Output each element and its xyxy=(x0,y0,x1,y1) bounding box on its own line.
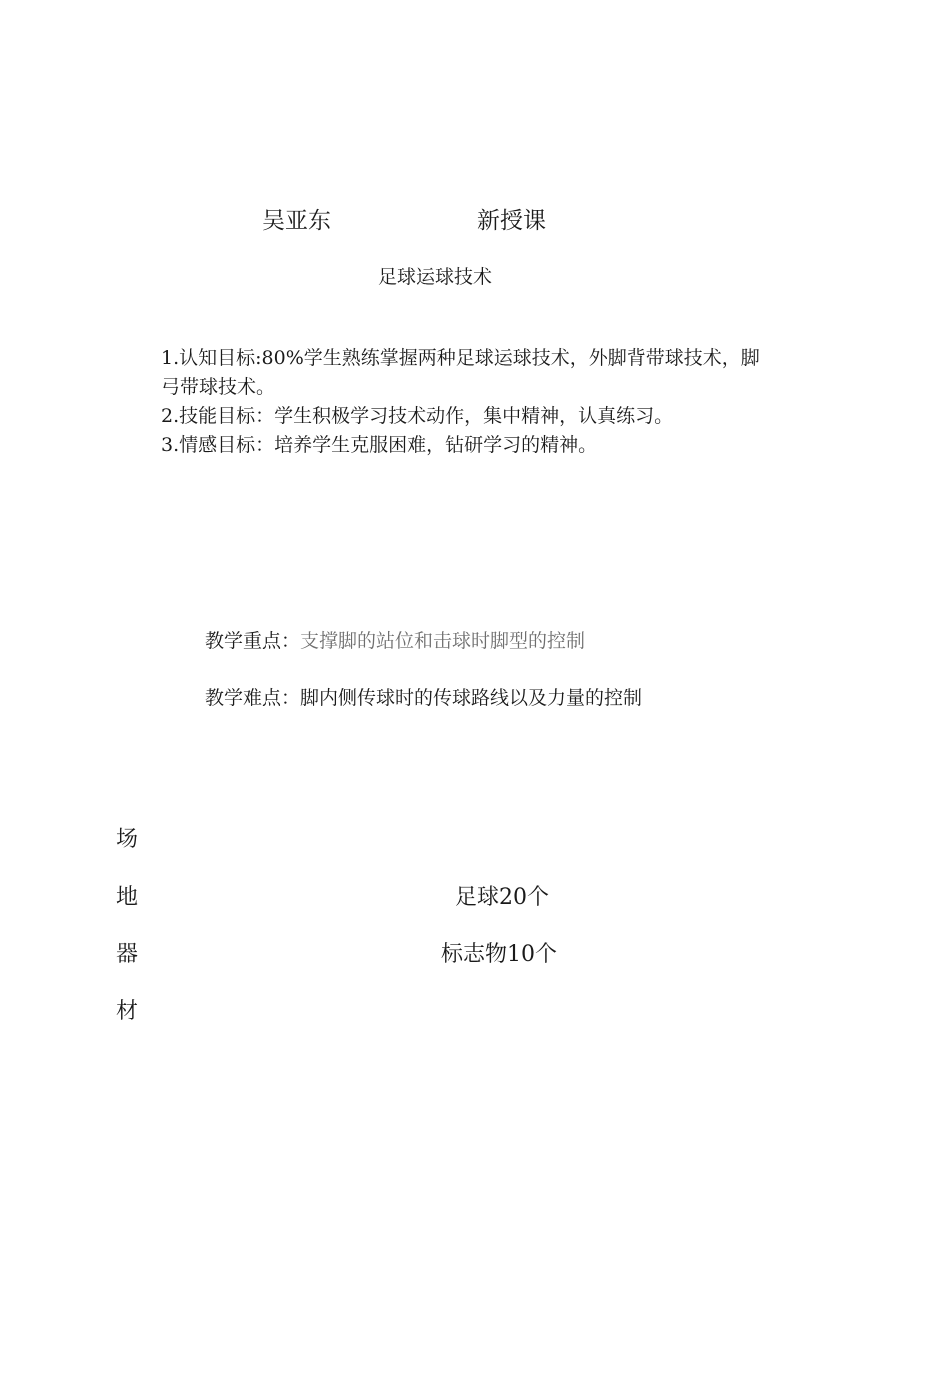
objective-line: 3.情感目标：培养学生克服困难，钻研学习的精神。 xyxy=(161,434,598,456)
venue-label-char: 器 xyxy=(116,942,139,967)
teaching-objectives xyxy=(161,344,861,460)
difficulty-point xyxy=(205,683,642,710)
lesson-type: 新授课 xyxy=(477,208,546,234)
difficulty-label: 教学难点： xyxy=(205,687,301,709)
lesson-topic: 足球运球技术 xyxy=(378,266,493,288)
objective-line: 2.技能目标：学生积极学习技术动作，集中精神，认真练习。 xyxy=(161,405,674,427)
venue-label-char: 地 xyxy=(116,885,139,910)
difficulty-value: 脚内侧传球时的传球路线以及力量的控制 xyxy=(300,687,643,709)
venue-label-char: 场 xyxy=(116,827,139,852)
venue-label-char: 材 xyxy=(116,999,139,1024)
objective-line: 1.认知目标:80%学生熟练掌握两种足球运球技术，外脚背带球技术，脚 xyxy=(161,347,760,369)
teacher-name: 吴亚东 xyxy=(262,208,331,234)
key-point xyxy=(205,626,585,653)
equipment-item: 标志物10个 xyxy=(441,942,557,967)
key-point-value: 支撑脚的站位和击球时脚型的控制 xyxy=(300,630,586,652)
equipment-item: 足球20个 xyxy=(455,885,549,910)
objective-line: 弓带球技术。 xyxy=(161,376,276,398)
key-point-label: 教学重点： xyxy=(205,630,301,652)
